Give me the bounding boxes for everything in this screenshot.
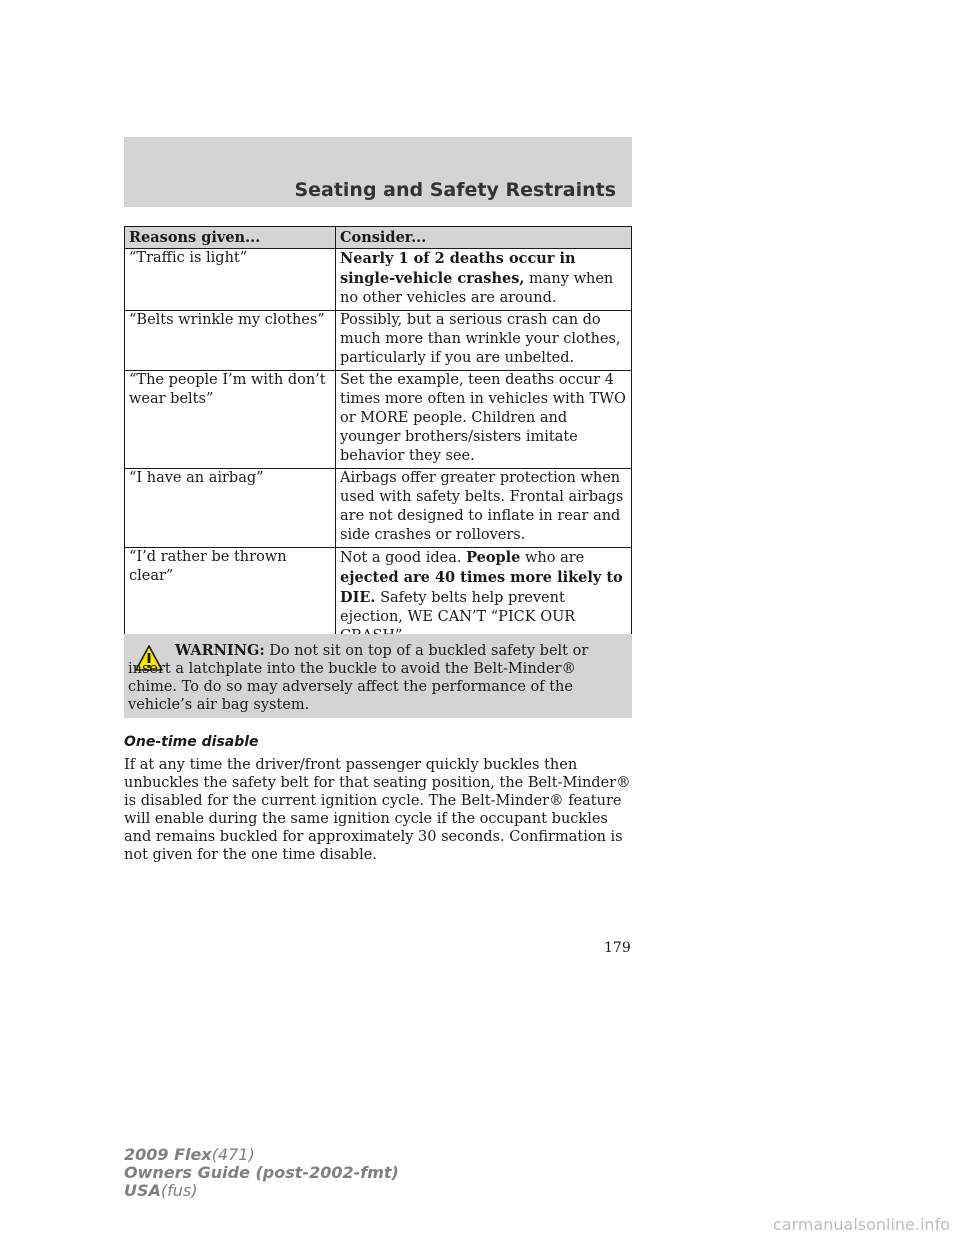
footer-market: USA: [124, 1181, 161, 1200]
warning-body: Do not sit on top of a buckled safety belt or insert a latchplate into the buckle to avoid the Belt-Minder® chime. To do so may adversely affect the performance of the vehicle’s air bag system.: [128, 643, 589, 713]
table-row: [125, 469, 632, 548]
warning-box: [124, 634, 632, 718]
footer-line-2: [124, 1164, 399, 1182]
footer-guide: Owners Guide (post-2002-fmt): [124, 1163, 399, 1182]
consider-text: Safety belts help prevent ejection, WE CAN’T “PICK OUR: [340, 590, 576, 625]
reasons-table: [124, 226, 632, 649]
consider-cell: Airbags offer greater protection when used with safety belts. Frontal airbags are not designed to inflate in rear and side crashes or rollovers.: [336, 469, 632, 548]
watermark: carmanualsonline.info: [772, 1215, 950, 1234]
consider-cell: Possibly, but a serious crash can do much more than wrinkle your clothes, particularly if you are unbelted.: [336, 311, 632, 371]
reason-cell: “I’d rather be thrown clear”: [125, 548, 336, 649]
consider-bold-text: Nearly 1 of 2 deaths occur in single-vehicle crashes,: [340, 250, 576, 287]
warning-text: [128, 642, 626, 714]
table-header-row: [125, 227, 632, 249]
table-row: [125, 249, 632, 311]
column-header-reasons: Reasons given...: [125, 227, 336, 249]
consider-text: who are: [520, 550, 585, 566]
footer-code: (471): [211, 1145, 255, 1164]
warning-label: WARNING:: [175, 642, 265, 659]
section-title: Seating and Safety Restraints: [294, 179, 616, 201]
footer-market-code: (fus): [160, 1181, 198, 1200]
consider-text: Not a good idea.: [340, 550, 467, 566]
footer-model: 2009 Flex: [124, 1145, 212, 1164]
consider-text: many when no other vehicles are around.: [340, 271, 614, 306]
consider-bold-text: People: [466, 549, 521, 566]
consider-cell: [336, 249, 632, 311]
reason-cell: “I have an airbag”: [125, 469, 336, 548]
footer-line-3: [124, 1182, 399, 1200]
footer: [124, 1146, 399, 1200]
page-number: 179: [604, 940, 631, 956]
reason-cell: “Traffic is light”: [125, 249, 336, 311]
consider-bold-text: ejected are 40 times more likely to DIE.: [340, 569, 623, 606]
reason-cell: “Belts wrinkle my clothes”: [125, 311, 336, 371]
footer-line-1: [124, 1146, 399, 1164]
table-row: [125, 311, 632, 371]
section-body: If at any time the driver/front passenger quickly buckles then unbuckles the safety belt for that seating position, the Belt-Minder® is disabled for the current ignition cycle. The Belt-Minder® feature will enable during the same ignition cycle if the occupant buckles and remains buckled for approximately 30 seconds. Confirmation is not given for the one time disable.: [124, 757, 631, 863]
reason-cell: “The people I’m with don’t wear belts”: [125, 371, 336, 469]
section-heading: One-time disable: [124, 734, 259, 750]
header-band: [124, 137, 632, 207]
table-row: [125, 371, 632, 469]
consider-cell: Set the example, teen deaths occur 4 times more often in vehicles with TWO or MORE people. Children and younger brothers/sisters imitate behavior they see.: [336, 371, 632, 469]
column-header-consider: Consider...: [336, 227, 632, 249]
